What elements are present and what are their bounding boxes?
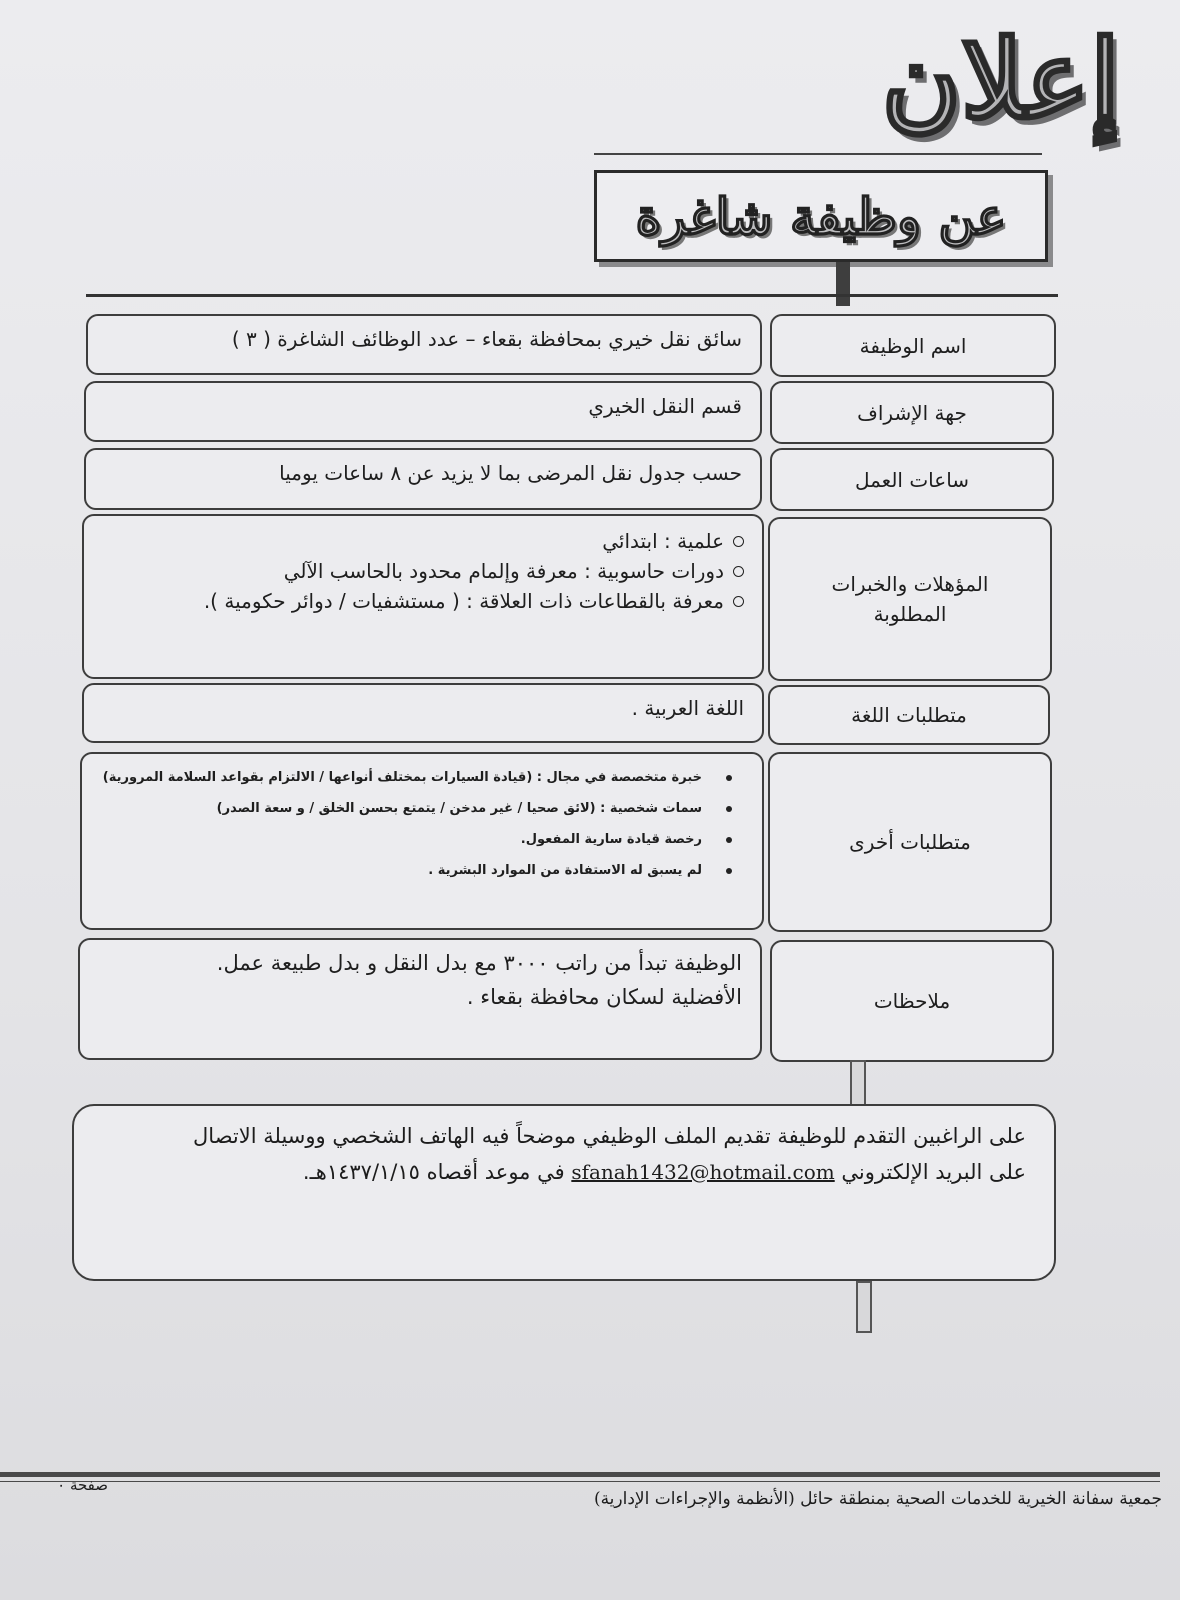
working-hours-label: ساعات العمل [770, 448, 1054, 511]
list-item: معرفة بالقطاعات ذات العلاقة : ( مستشفيات / دوائر حكومية ). [102, 586, 744, 616]
other-requirements-list [100, 762, 744, 886]
supervision-label: جهة الإشراف [770, 381, 1054, 444]
qualifications-list [102, 526, 744, 616]
application-instructions [72, 1104, 1056, 1281]
job-title-value: سائق نقل خيري بمحافظة بقعاء – عدد الوظائف الشاغرة ( ٣ ) [86, 314, 762, 375]
notes-value [78, 938, 762, 1060]
qualifications-label-text: المؤهلات والخبرات المطلوبة [831, 572, 989, 626]
connector-top [836, 262, 850, 306]
supervision-value: قسم النقل الخيري [84, 381, 762, 442]
list-item: سمات شخصية : (لائق صحيا / غير مدخن / يتمتع بحسن الخلق / و سعة الصدر) [100, 793, 744, 824]
announcement-headline: إعلان [881, 17, 1120, 143]
notes-line: الوظيفة تبدأ من راتب ٣٠٠٠ مع بدل النقل و بدل طبيعة عمل. [216, 951, 742, 975]
working-hours-value: حسب جدول نقل المرضى بما لا يزيد عن ٨ ساعات يوميا [84, 448, 762, 510]
table-top-rule [86, 294, 1058, 297]
footer-organization: جمعية سفانة الخيرية للخدمات الصحية بمنطقة حائل (الأنظمة والإجراءات الإدارية) [593, 1489, 1162, 1509]
application-line-2-suffix: في موعد أقصاه ١٤٣٧/١/١٥هـ. [302, 1160, 565, 1184]
job-title-label: اسم الوظيفة [770, 314, 1056, 377]
header-divider [594, 153, 1042, 155]
application-line-2-prefix: على البريد الإلكتروني [841, 1160, 1026, 1184]
other-requirements-label: متطلبات أخرى [768, 752, 1052, 932]
notes-label: ملاحظات [770, 940, 1054, 1062]
list-item: رخصة قيادة سارية المفعول. [100, 824, 744, 855]
application-line-2 [98, 1154, 1026, 1190]
subtitle-box [594, 170, 1048, 262]
list-item: دورات حاسوبية : معرفة وإلمام محدود بالحاسب الآلي [102, 556, 744, 586]
footer-rule-thin [0, 1481, 1160, 1482]
list-item: علمية : ابتدائي [102, 526, 744, 556]
footer-page-number: صفحة ٠ [57, 1476, 108, 1494]
footer-rule-thick [0, 1472, 1160, 1477]
connector-middle [850, 1060, 866, 1106]
application-line-1: على الراغبين التقدم للوظيفة تقديم الملف الوظيفي موضحاً فيه الهاتف الشخصي ووسيلة الاتصال [193, 1124, 1026, 1148]
list-item: لم يسبق له الاستفادة من الموارد البشرية . [100, 855, 744, 886]
qualifications-label [768, 517, 1052, 681]
list-item: خبرة متخصصة في مجال : (قيادة السيارات بمختلف أنواعها / الالتزام بقواعد السلامة المرورية) [100, 762, 744, 793]
notes-line: الأفضلية لسكان محافظة بقعاء . [466, 985, 742, 1009]
other-requirements-value [80, 752, 764, 930]
subtitle-text: عن وظيفة شاغرة [635, 186, 1007, 246]
qualifications-value [82, 514, 764, 679]
language-value: اللغة العربية . [82, 683, 764, 743]
connector-bottom [856, 1281, 872, 1333]
email-link[interactable]: sfanah1432@hotmail.com [571, 1160, 835, 1184]
language-label: متطلبات اللغة [768, 685, 1050, 745]
